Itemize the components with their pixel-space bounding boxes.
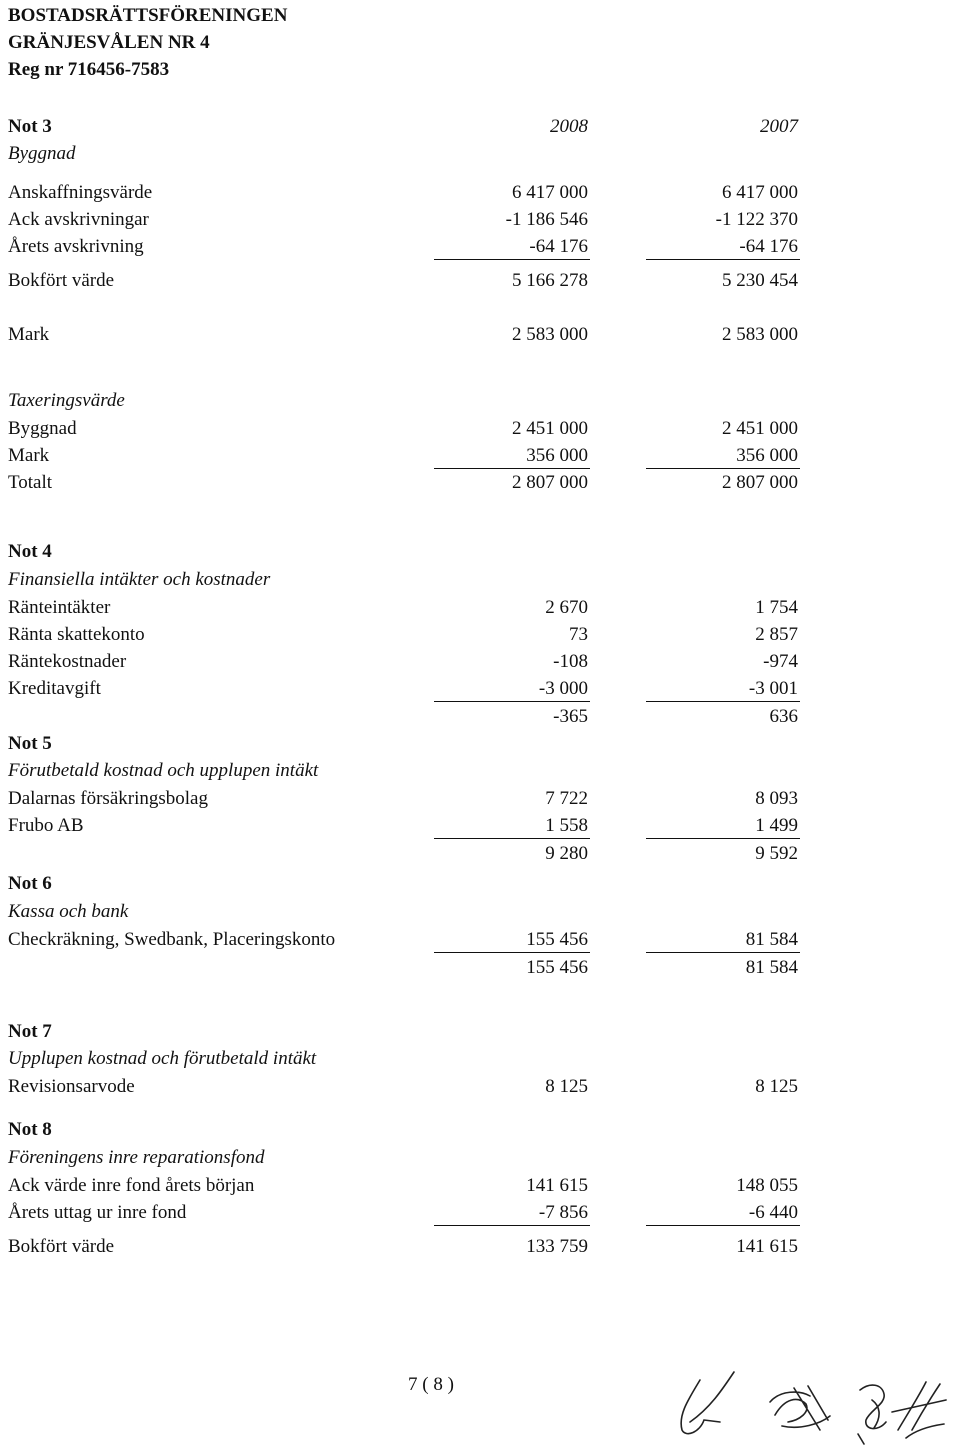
value-2007: 5 230 454 bbox=[722, 270, 798, 291]
total-2008: 9 280 bbox=[545, 843, 588, 864]
page-number: 7 ( 8 ) bbox=[408, 1374, 454, 1395]
signature-4 bbox=[892, 1382, 946, 1438]
signature-3 bbox=[858, 1385, 886, 1444]
row-label: Mark bbox=[8, 324, 50, 345]
note4-label: Not 4 bbox=[8, 541, 52, 562]
value-2007: 2 583 000 bbox=[722, 324, 798, 345]
value-2008: 73 bbox=[569, 624, 588, 645]
row-label: Kreditavgift bbox=[8, 678, 101, 699]
value-2008: 5 166 278 bbox=[512, 270, 588, 291]
value-2008: 141 615 bbox=[526, 1175, 588, 1196]
value-2008: -1 186 546 bbox=[505, 209, 588, 230]
row-label: Årets uttag ur inre fond bbox=[8, 1202, 187, 1223]
value-2007: -974 bbox=[763, 651, 798, 672]
signature-2 bbox=[770, 1386, 830, 1430]
value-2007: -64 176 bbox=[739, 236, 798, 257]
sum-rule bbox=[434, 1225, 590, 1226]
sum-rule bbox=[434, 468, 590, 469]
total-2007: 636 bbox=[769, 706, 798, 727]
value-2008: -108 bbox=[553, 651, 588, 672]
value-2008: 2 583 000 bbox=[512, 324, 588, 345]
total-2007: 9 592 bbox=[755, 843, 798, 864]
row-label: Anskaffningsvärde bbox=[8, 182, 153, 203]
note7-subtitle: Upplupen kostnad och förutbetald intäkt bbox=[8, 1048, 317, 1069]
value-2008: 7 722 bbox=[545, 788, 588, 809]
value-2007: 8 093 bbox=[755, 788, 798, 809]
signature-1 bbox=[681, 1372, 734, 1434]
value-2007: 2 857 bbox=[755, 624, 798, 645]
row-label: Byggnad bbox=[8, 418, 77, 439]
note7-label: Not 7 bbox=[8, 1021, 52, 1042]
value-2008: 1 558 bbox=[545, 815, 588, 836]
value-2007: 1 499 bbox=[755, 815, 798, 836]
value-2007: 356 000 bbox=[736, 445, 798, 466]
value-2007: 81 584 bbox=[745, 929, 798, 950]
org-name: GRÄNJESVÅLEN NR 4 bbox=[8, 32, 210, 53]
value-2008: 133 759 bbox=[526, 1236, 588, 1257]
sum-rule bbox=[434, 952, 590, 953]
value-2008: 356 000 bbox=[526, 445, 588, 466]
note6-label: Not 6 bbox=[8, 873, 52, 894]
note8-label: Not 8 bbox=[8, 1119, 52, 1140]
value-2008: 2 807 000 bbox=[512, 472, 588, 493]
total-2008: 155 456 bbox=[526, 957, 588, 978]
sum-rule bbox=[646, 701, 800, 702]
value-2007: 148 055 bbox=[736, 1175, 798, 1196]
value-2008: 6 417 000 bbox=[512, 182, 588, 203]
year-2008-header: 2008 bbox=[550, 116, 588, 137]
note4-subtitle: Finansiella intäkter och kostnader bbox=[8, 569, 271, 590]
row-label: Bokfört värde bbox=[8, 270, 115, 291]
org-title: BOSTADSRÄTTSFÖRENINGEN bbox=[8, 5, 288, 26]
row-label: Frubo AB bbox=[8, 815, 84, 836]
row-label: Ränteintäkter bbox=[8, 597, 111, 618]
row-label: Ack värde inre fond årets början bbox=[8, 1175, 255, 1196]
sum-rule bbox=[434, 838, 590, 839]
note8-subtitle: Föreningens inre reparationsfond bbox=[8, 1147, 265, 1168]
sum-rule bbox=[434, 259, 590, 260]
row-label: Dalarnas försäkringsbolag bbox=[8, 788, 208, 809]
value-2008: -64 176 bbox=[529, 236, 588, 257]
row-label: Ränta skattekonto bbox=[8, 624, 145, 645]
total-2008: -365 bbox=[553, 706, 588, 727]
value-2007: -6 440 bbox=[748, 1202, 798, 1223]
row-label: Räntekostnader bbox=[8, 651, 127, 672]
value-2008: -7 856 bbox=[538, 1202, 588, 1223]
row-label: Ack avskrivningar bbox=[8, 209, 149, 230]
sum-rule bbox=[646, 468, 800, 469]
sum-rule bbox=[646, 838, 800, 839]
value-2007: -1 122 370 bbox=[715, 209, 798, 230]
row-label: Bokfört värde bbox=[8, 1236, 115, 1257]
row-label: Mark bbox=[8, 445, 50, 466]
value-2007: 6 417 000 bbox=[722, 182, 798, 203]
sum-rule bbox=[646, 1225, 800, 1226]
note5-label: Not 5 bbox=[8, 733, 52, 754]
total-2007: 81 584 bbox=[745, 957, 798, 978]
note3-subtitle: Byggnad bbox=[8, 143, 76, 164]
note6-subtitle: Kassa och bank bbox=[8, 901, 129, 922]
note5-subtitle: Förutbetald kostnad och upplupen intäkt bbox=[8, 760, 319, 781]
year-2007-header: 2007 bbox=[760, 116, 798, 137]
sum-rule bbox=[646, 952, 800, 953]
row-label: Totalt bbox=[8, 472, 53, 493]
value-2008: 2 451 000 bbox=[512, 418, 588, 439]
sum-rule bbox=[434, 701, 590, 702]
value-2008: -3 000 bbox=[538, 678, 588, 699]
value-2008: 8 125 bbox=[545, 1076, 588, 1097]
sum-rule bbox=[646, 259, 800, 260]
value-2007: 8 125 bbox=[755, 1076, 798, 1097]
value-2007: 2 807 000 bbox=[722, 472, 798, 493]
value-2008: 2 670 bbox=[545, 597, 588, 618]
row-label: Revisionsarvode bbox=[8, 1076, 135, 1097]
value-2008: 155 456 bbox=[526, 929, 588, 950]
signatures-image bbox=[660, 1360, 950, 1445]
note3-label: Not 3 bbox=[8, 116, 52, 137]
tax-value-subtitle: Taxeringsvärde bbox=[8, 390, 125, 411]
reg-number: Reg nr 716456-7583 bbox=[8, 59, 170, 80]
value-2007: 1 754 bbox=[755, 597, 798, 618]
value-2007: 2 451 000 bbox=[722, 418, 798, 439]
row-label: Checkräkning, Swedbank, Placeringskonto bbox=[8, 929, 336, 950]
row-label: Årets avskrivning bbox=[8, 236, 144, 257]
value-2007: -3 001 bbox=[748, 678, 798, 699]
value-2007: 141 615 bbox=[736, 1236, 798, 1257]
